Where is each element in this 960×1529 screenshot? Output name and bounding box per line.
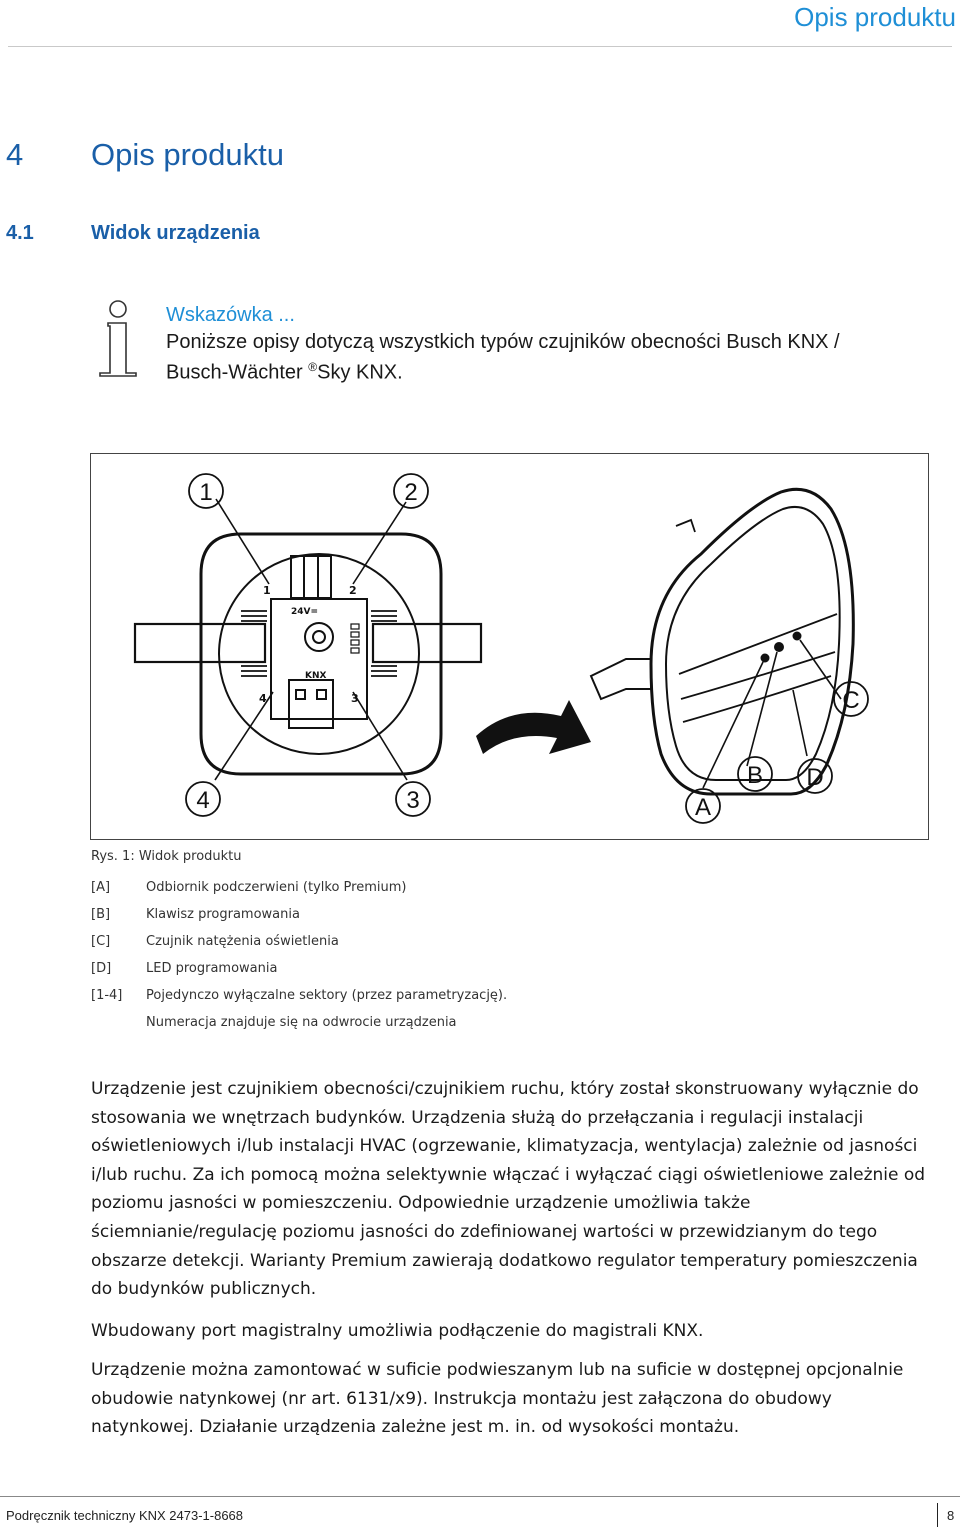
engraving-volt: 24V= <box>291 607 319 617</box>
led-B <box>775 643 783 651</box>
legend-text: Odbiornik podczerwieni (tylko Premium) <box>146 880 407 895</box>
section-number: 4 <box>6 137 24 172</box>
page-number: 8 <box>947 1508 955 1523</box>
side-clip <box>591 659 651 699</box>
label-A: A <box>694 794 712 821</box>
section-title: Opis produktu <box>91 137 284 172</box>
note-title: Wskazówka ... <box>166 304 295 326</box>
note-text-b: Sky KNX. <box>317 361 403 384</box>
footer-document-title: Podręcznik techniczny KNX 2473-1-8668 <box>6 1508 244 1523</box>
subsection-number: 4.1 <box>6 222 34 244</box>
legend-row <box>91 988 951 1044</box>
legend-text-multiline <box>146 982 951 1036</box>
label-C: C <box>842 687 860 714</box>
leader-2 <box>353 502 406 584</box>
label-3: 3 <box>406 787 420 814</box>
led-C <box>794 633 801 640</box>
leader-C <box>800 640 841 699</box>
label-2: 2 <box>404 479 418 506</box>
engraving-2: 2 <box>349 584 357 597</box>
legend-text: Czujnik natężenia oświetlenia <box>146 934 339 949</box>
engraving-knx: KNX <box>305 671 327 681</box>
right-arm <box>373 624 481 662</box>
front-housing <box>201 534 441 774</box>
legend-text: Pojedynczo wyłączalne sektory (przez parametryzację). <box>146 988 508 1003</box>
product-figure <box>90 453 929 840</box>
leader-B <box>747 652 777 766</box>
note-body <box>166 330 896 386</box>
legend-text-continued: Numeracja znajduje się na odwrocie urządzenia <box>146 1015 457 1030</box>
label-B: B <box>746 762 764 789</box>
note-text-a: Poniższe opisy dotyczą wszystkich typów czujników obecności Busch KNX / Busch-Wächter <box>166 331 840 384</box>
leader-1 <box>216 499 269 584</box>
center-socket <box>305 623 333 651</box>
legend-key: [A] <box>91 880 111 895</box>
running-header-title: Opis produktu <box>794 2 956 32</box>
legend-key: [C] <box>91 934 111 949</box>
subsection-heading <box>6 222 260 245</box>
leader-D <box>793 690 807 756</box>
product-drawing <box>91 454 930 841</box>
paragraph-bus-port: Wbudowany port magistralny umożliwia podłączenie do magistrali KNX. <box>91 1321 704 1341</box>
footer-divider <box>0 1496 960 1497</box>
bottom-connector <box>289 680 333 728</box>
label-4: 4 <box>196 787 210 814</box>
subsection-title: Widok urządzenia <box>91 222 260 244</box>
leader-4 <box>215 692 273 780</box>
engraving-1: 1 <box>263 584 271 597</box>
top-connector <box>291 556 331 598</box>
legend-key: [1-4] <box>91 988 123 1003</box>
legend-text: Klawisz programowania <box>146 907 300 922</box>
figure-legend <box>91 880 951 1044</box>
footer-separator <box>937 1503 938 1527</box>
transition-arrow <box>476 700 591 754</box>
label-1: 1 <box>199 479 213 506</box>
engraving-4: 4 <box>259 692 267 705</box>
legend-key: [B] <box>91 907 111 922</box>
leader-3 <box>353 692 407 780</box>
label-D: D <box>806 764 824 791</box>
legend-key: [D] <box>91 961 112 976</box>
registered-mark: ® <box>308 360 318 374</box>
legend-text: LED programowania <box>146 961 278 976</box>
header-divider <box>8 46 952 47</box>
led-A <box>762 655 769 662</box>
info-icon <box>96 299 140 379</box>
engraving-3: 3 <box>351 692 359 705</box>
section-heading <box>6 137 284 173</box>
figure-caption: Rys. 1: Widok produktu <box>91 849 242 864</box>
paragraph-description: Urządzenie jest czujnikiem obecności/czujnikiem ruchu, który został skonstruowany wyłącznie do stosowania we wnętrzach budynków. Urządzenia służą do przełączania i regulacji instalacji oświetleniowych i/lub instalacji HVAC (ogrzewanie, klimatyzacja, wentylacja) zależnie od jasności i/lub ruchu. Za ich pomocą można selektywnie włączać i wyłączać ciągi oświetleniowe zależnie od poziomu jasności w pomieszczeniu. Odpowiednie urządzenie umożliwia także ściemnianie/regulację poziomu jasności do zdefiniowanej wartości w przewidzianym do tego obszarze detekcji. Warianty Premium zawierają dodatkowo regulator temperatury pomieszczenia do budynków publicznych. <box>91 1079 926 1300</box>
paragraph-mounting: Urządzenie można zamontować w suficie podwieszanym lub na suficie w dostępnej opcjonalnie obudowie natynkowej (nr art. 6131/x9). Instrukcja montażu jest załączona do obudowy natynkowej. Działanie urządzenia zależne jest m. in. od wysokości montażu. <box>91 1360 904 1438</box>
